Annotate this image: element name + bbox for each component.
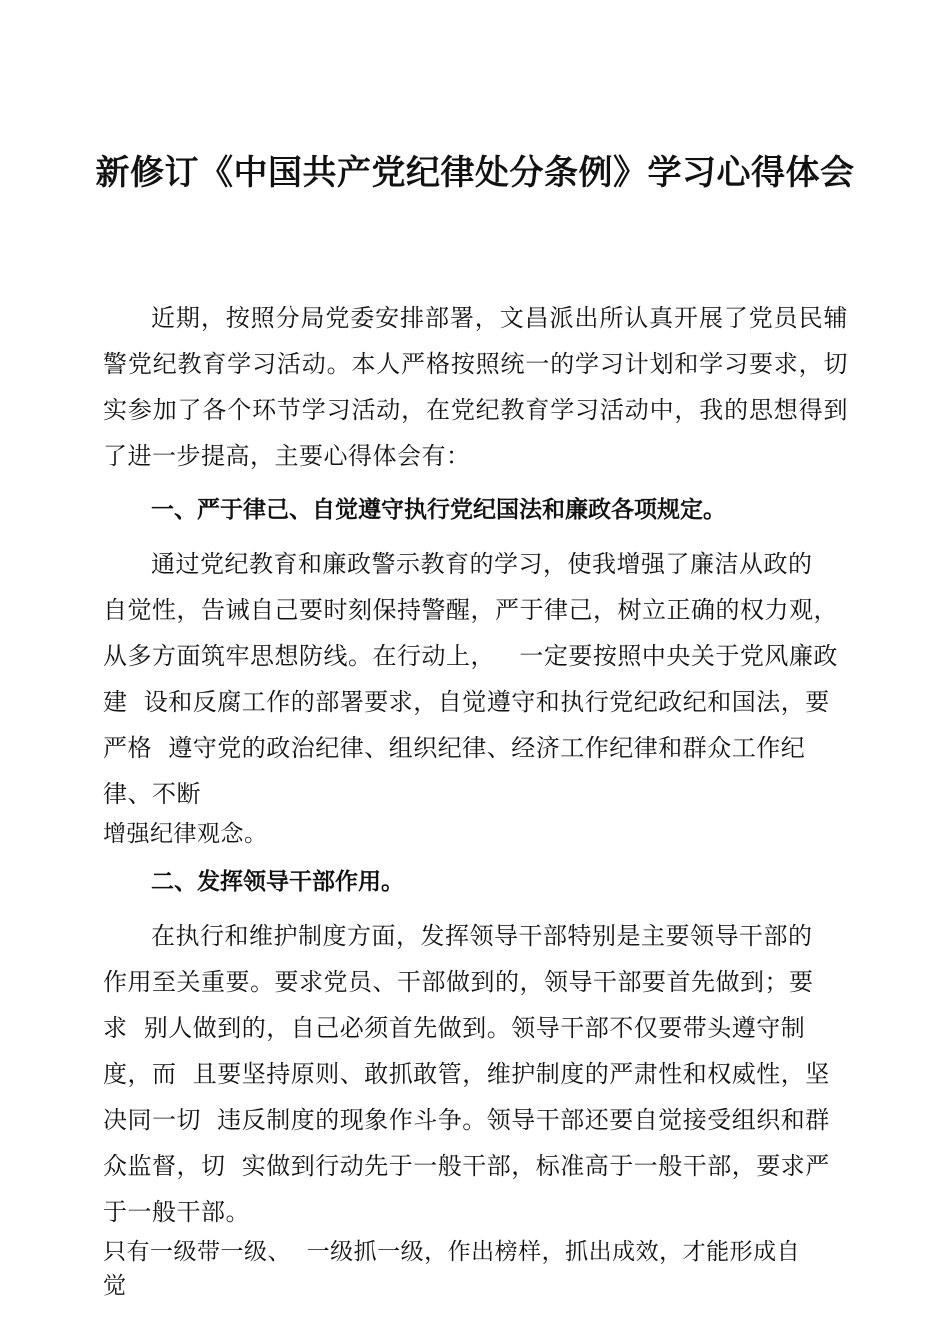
section-2-line: 只有一级带一级、 一级抓一级，作出榜样，抓出成效，才能形成自 <box>103 1239 801 1265</box>
section-2-line: 求 别人做到的，自己必须首先做到。领导干部不仅要带头遵守制 <box>103 1014 806 1042</box>
section-1-line: 严格 遵守党的政治纪律、组织纪律、经济工作纪律和群众工作纪 <box>103 734 806 762</box>
section-2-heading: 二、发挥领导干部作用。 <box>151 869 404 895</box>
section-1-line: 通过党纪教育和廉政警示教育的学习，使我增强了廉洁从政的 <box>151 550 813 578</box>
section-1-line: 从多方面筑牢思想防线。在行动上， 一定要按照中央关于党风廉政 <box>103 642 838 670</box>
section-2-line: 度，而 且要坚持原则、敢抓敢管，维护制度的严肃性和权威性，坚 <box>103 1060 830 1088</box>
section-2-line: 众监督，切 实做到行动先于一般干部，标准高于一般干部，要求严 <box>103 1152 830 1180</box>
section-1-line: 增强纪律观念。 <box>103 821 268 847</box>
section-2-line: 作用至关重要。要求党员、干部做到的，领导干部要首先做到；要 <box>103 968 814 996</box>
document-title: 新修订《中国共产党纪律处分条例》学习心得体会 <box>95 153 855 193</box>
section-1-line: 自觉性，告诫自己要时刻保持警醒，严于律己，树立正确的权力观， <box>103 596 838 624</box>
section-2-line: 决同一切 违反制度的现象作斗争。领导干部还要自觉接受组织和群 <box>103 1106 830 1134</box>
section-2-line: 于一般干部。 <box>103 1198 250 1226</box>
intro-paragraph: 近期，按照分局党委安排部署，文昌派出所认真开展了党员民辅警党纪教育学习活动。本人严格按照统一的学习计划和学习要求，切实参加了各个环节学习活动，在党纪教育学习活动中，我的思想得到了进一步提高，主要心得体会有： <box>103 304 848 470</box>
section-1-line: 建 设和反腐工作的部署要求，自觉遵守和执行党纪政纪和国法，要 <box>103 688 830 716</box>
section-2-line: 觉 <box>103 1273 127 1299</box>
document-body <box>103 295 848 1303</box>
section-2-line: 在执行和维护制度方面，发挥领导干部特别是主要领导干部的 <box>151 922 813 950</box>
section-1-line: 律、不断 <box>103 780 201 808</box>
section-1-heading: 一、严于律己、自觉遵守执行党纪国法和廉政各项规定。 <box>151 497 726 523</box>
